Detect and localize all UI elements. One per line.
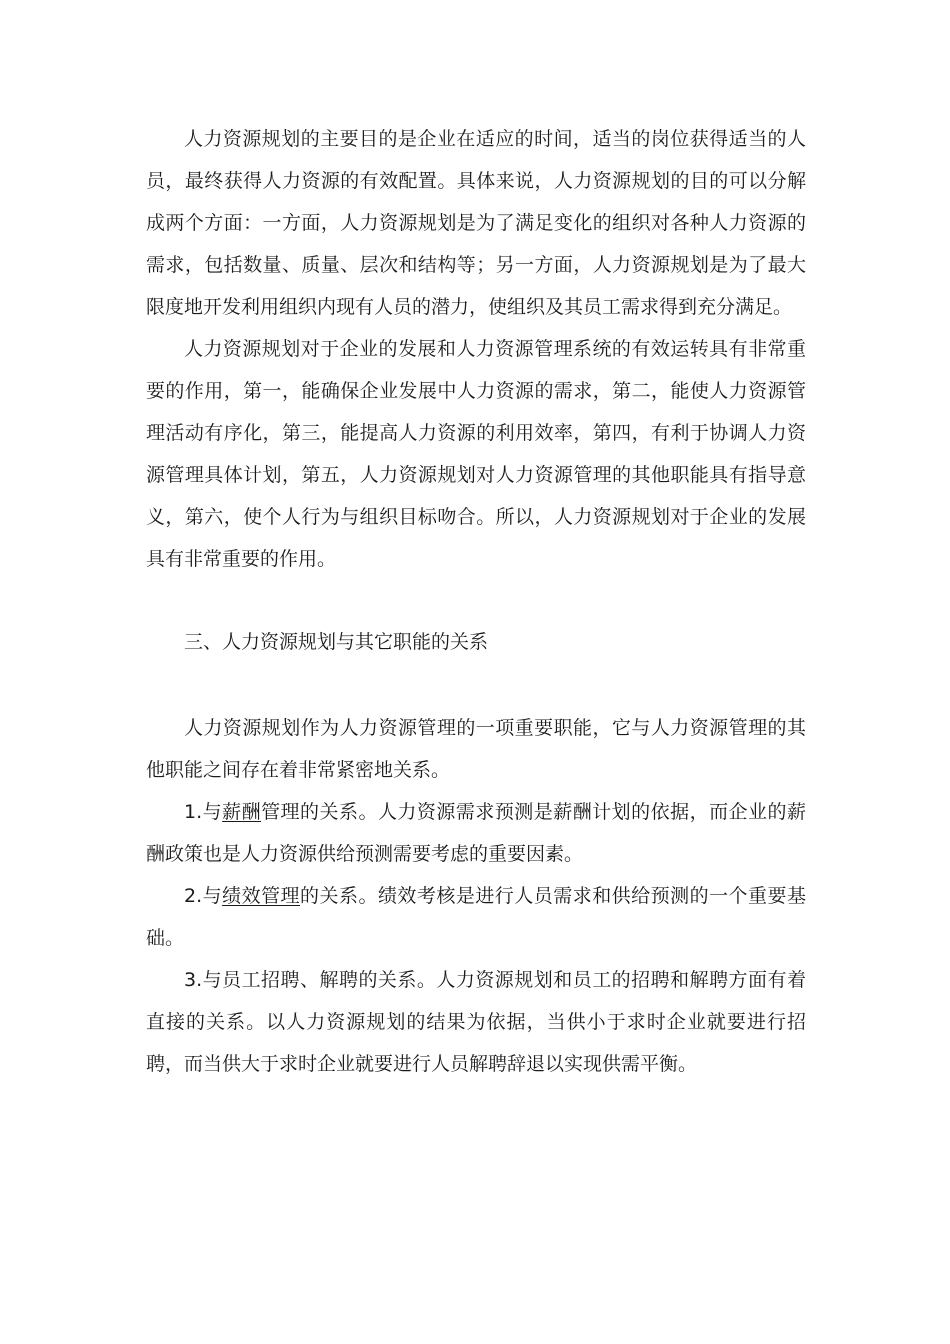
item-text: 与员工招聘、解聘的关系。人力资源规划和员工的招聘和解聘方面有着直接的关系。以人力资源规划的结果为依据，当供小于求时企业就要进行招聘，而当供大于求时企业就要进行人员解聘辞退以实现供需平衡。 — [146, 969, 806, 1075]
item-number: 1. — [184, 801, 203, 823]
document-body — [146, 118, 806, 1085]
paragraph-purpose: 人力资源规划的主要目的是企业在适应的时间，适当的岗位获得适当的人员，最终获得人力资源的有效配置。具体来说，人力资源规划的目的可以分解成两个方面：一方面，人力资源规划是为了满足变化的组织对各种人力资源的需求，包括数量、质量、层次和结构等；另一方面，人力资源规划是为了最大限度地开发利用组织内现有人员的潜力，使组织及其员工需求得到充分满足。 — [146, 128, 806, 318]
spacer — [146, 663, 806, 707]
link-compensation[interactable]: 薪酬 — [222, 801, 262, 823]
paragraph-relations-intro: 人力资源规划作为人力资源管理的一项重要职能，它与人力资源管理的其他职能之间存在着非常紧密地关系。 — [146, 717, 806, 781]
item-number: 2. — [184, 885, 203, 907]
paragraph-importance: 人力资源规划对于企业的发展和人力资源管理系统的有效运转具有非常重要的作用，第一，能确保企业发展中人力资源的需求，第二，能使人力资源管理活动有序化，第三，能提高人力资源的利用效率，第四，有利于协调人力资源管理具体计划，第五，人力资源规划对人力资源管理的其他职能具有指导意义，第六，使个人行为与组织目标吻合。所以，人力资源规划对于企业的发展具有非常重要的作用。 — [146, 338, 806, 570]
item-prefix: 与 — [202, 885, 223, 907]
list-item-recruitment — [146, 959, 806, 1085]
list-item-performance — [146, 875, 806, 959]
link-performance-management[interactable]: 绩效管理 — [222, 885, 301, 907]
item-number: 3. — [184, 969, 203, 991]
item-text: 的关系。绩效考核是进行人员需求和供给预测的一个重要基础。 — [146, 885, 806, 949]
item-text: 管理的关系。人力资源需求预测是薪酬计划的依据，而企业的薪酬政策也是人力资源供给预测需要考虑的重要因素。 — [146, 801, 806, 865]
list-item-compensation — [146, 791, 806, 875]
section-heading: 三、人力资源规划与其它职能的关系 — [184, 631, 489, 653]
spacer — [146, 580, 806, 621]
item-prefix: 与 — [202, 801, 223, 823]
